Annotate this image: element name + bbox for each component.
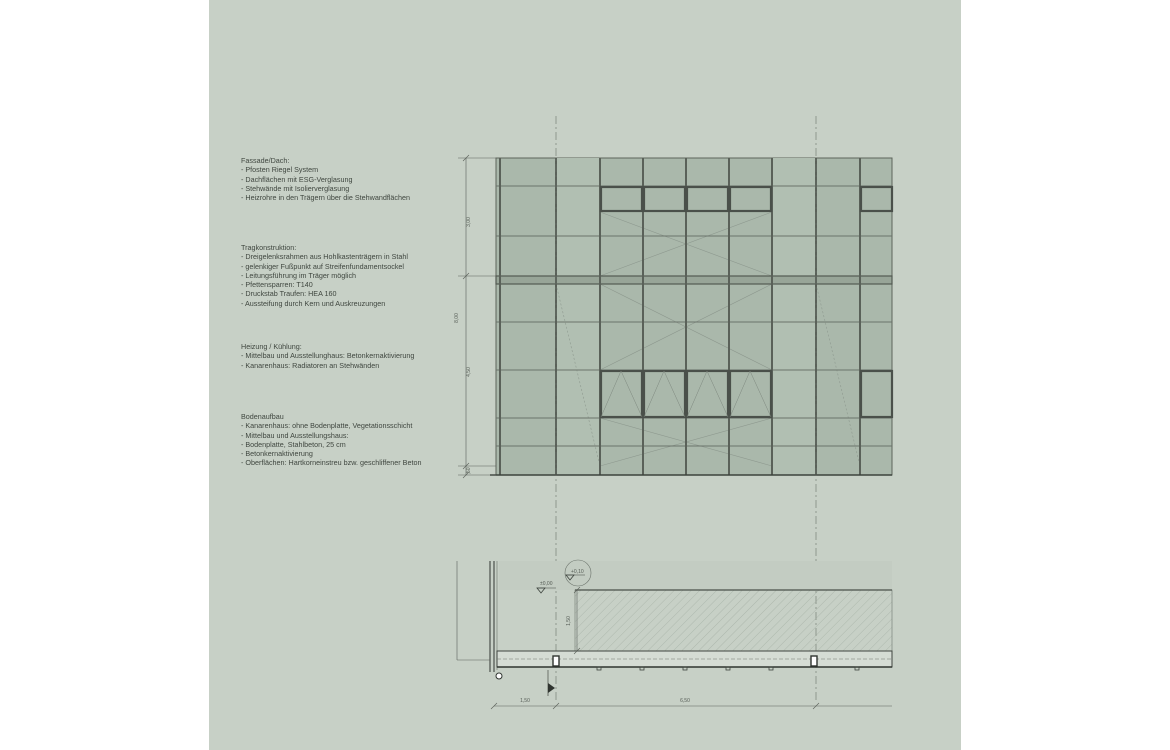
column-section <box>811 656 817 666</box>
notes-item: - Oberflächen: Hartkorneinstreu bzw. geschliffener Beton <box>241 458 422 468</box>
dim-label: 1,50 <box>566 616 572 626</box>
notes-item: - Druckstab Traufen: HEA 160 <box>241 289 337 299</box>
notes-heading: Heizung / Kühlung: <box>241 342 302 351</box>
facade-elevation <box>490 158 892 475</box>
notes-item: - gelenkiger Fußpunkt auf Streifenfundamentsockel <box>241 261 405 271</box>
notes-heading: Bodenaufbau <box>241 412 284 421</box>
notes-item: - Heizrohre in den Trägern über die Stehwandflächen <box>241 193 411 203</box>
dim-label: ,50 <box>466 467 472 475</box>
section-air <box>499 561 892 590</box>
floor-section <box>457 560 892 709</box>
soil-hatch <box>575 590 892 651</box>
notes-item: - Aussteifung durch Kern und Auskreuzungen <box>241 298 386 308</box>
facade-bay <box>772 158 816 475</box>
section-arrow-icon <box>548 683 555 693</box>
facade-bay <box>556 158 600 475</box>
notes-item: - Bodenplatte, Stahlbeton, 25 cm <box>241 439 346 449</box>
dim-label: 8,00 <box>454 313 460 323</box>
level-label: ±0,00 <box>540 581 553 587</box>
notes-item: - Mittelbau und Ausstellunghaus: Betonkernaktivierung <box>241 351 415 361</box>
notes-item: - Dreigelenksrahmen aus Hohlkastenträgern in Stahl <box>241 252 408 262</box>
notes-item: - Pfettensparren: T140 <box>241 280 313 290</box>
notes-item: - Stehwände mit Isolierverglasung <box>241 183 350 193</box>
dim-label: 3,00 <box>466 217 472 227</box>
level-label: +0,10 <box>571 569 584 575</box>
notes-item: - Kanarenhaus: ohne Bodenplatte, Vegetationsschicht <box>241 421 413 431</box>
column-section <box>553 656 559 666</box>
dim-label: 6,50 <box>680 698 690 704</box>
notes-item: - Leitungsführung im Träger möglich <box>241 270 357 280</box>
notes-item: - Kanarenhaus: Radiatoren an Stehwänden <box>241 360 380 370</box>
notes-heading: Tragkonstruktion: <box>241 243 297 252</box>
notes-item: - Pfosten Riegel System <box>241 165 319 175</box>
dim-label: 1,50 <box>520 698 530 704</box>
origin-circle-icon <box>496 673 502 679</box>
vertical-dimensions <box>458 155 496 478</box>
notes-item: - Dachflächen mit ESG-Verglasung <box>241 174 353 184</box>
dim-label: 4,50 <box>466 367 472 377</box>
notes-item: - Mittelbau und Ausstellungshaus: <box>241 430 349 440</box>
notes-item: - Betonkernaktivierung <box>241 449 313 459</box>
notes-heading: Fassade/Dach: <box>241 156 290 165</box>
